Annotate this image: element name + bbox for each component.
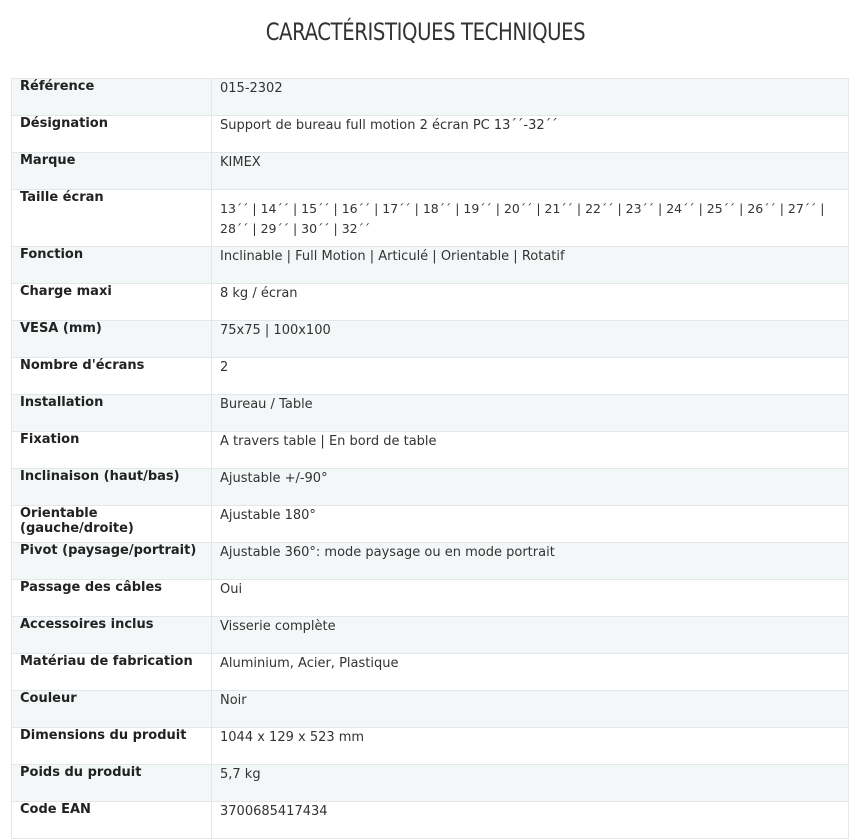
page-title: CARACTÉRISTIQUES TECHNIQUES <box>265 18 586 46</box>
row-value: 3700685417434 <box>212 802 849 839</box>
row-label: Pivot (paysage/portrait) <box>12 543 212 580</box>
table-row <box>12 247 849 284</box>
table-row <box>12 617 849 654</box>
row-value: Visserie complète <box>212 617 849 654</box>
table-row <box>12 469 849 506</box>
row-label: Poids du produit <box>12 765 212 802</box>
table-row <box>12 654 849 691</box>
row-label: Charge maxi <box>12 284 212 321</box>
table-row <box>12 358 849 395</box>
table-row <box>12 284 849 321</box>
table-row <box>12 116 849 153</box>
row-label: Matériau de fabrication <box>12 654 212 691</box>
table-row <box>12 543 849 580</box>
row-value: 015-2302 <box>212 79 849 116</box>
row-value: 75x75 | 100x100 <box>212 321 849 358</box>
row-label: Nombre d'écrans <box>12 358 212 395</box>
row-label: Dimensions du produit <box>12 728 212 765</box>
table-row <box>12 432 849 469</box>
row-value: 13´´ | 14´´ | 15´´ | 16´´ | 17´´ | 18´´ | 19´´ | 20´´ | 21´´ | 22´´ | 23´´ | 24´´ | 25´´ | 26´´ | 27´´ | 28´´ | 29´´ | 30´´ | 32´´ <box>212 190 849 247</box>
table-row <box>12 765 849 802</box>
table-row <box>12 321 849 358</box>
row-value: Aluminium, Acier, Plastique <box>212 654 849 691</box>
row-label: Couleur <box>12 691 212 728</box>
table-row <box>12 691 849 728</box>
row-label: Fonction <box>12 247 212 284</box>
row-label: Marque <box>12 153 212 190</box>
row-value: Bureau / Table <box>212 395 849 432</box>
row-value: Ajustable +/-90° <box>212 469 849 506</box>
row-value: 1044 x 129 x 523 mm <box>212 728 849 765</box>
row-label: Accessoires inclus <box>12 617 212 654</box>
table-row <box>12 395 849 432</box>
row-label: Installation <box>12 395 212 432</box>
row-value: Ajustable 180° <box>212 506 849 543</box>
row-value: Ajustable 360°: mode paysage ou en mode portrait <box>212 543 849 580</box>
table-row <box>12 153 849 190</box>
table-row <box>12 802 849 839</box>
row-value: Noir <box>212 691 849 728</box>
row-value: Support de bureau full motion 2 écran PC 13´´-32´´ <box>212 116 849 153</box>
row-label: Inclinaison (haut/bas) <box>12 469 212 506</box>
table-row <box>12 580 849 617</box>
row-label: Orientable (gauche/droite) <box>12 506 212 543</box>
row-label: Désignation <box>12 116 212 153</box>
row-label: VESA (mm) <box>12 321 212 358</box>
row-label: Code EAN <box>12 802 212 839</box>
table-row <box>12 728 849 765</box>
table-row <box>12 506 849 543</box>
row-value: Inclinable | Full Motion | Articulé | Orientable | Rotatif <box>212 247 849 284</box>
row-value: KIMEX <box>212 153 849 190</box>
table-row <box>12 79 849 116</box>
row-value: 2 <box>212 358 849 395</box>
row-label: Fixation <box>12 432 212 469</box>
row-value: 5,7 kg <box>212 765 849 802</box>
row-value: A travers table | En bord de table <box>212 432 849 469</box>
row-value: 8 kg / écran <box>212 284 849 321</box>
row-label: Passage des câbles <box>12 580 212 617</box>
row-label: Référence <box>12 79 212 116</box>
row-label: Taille écran <box>12 190 212 247</box>
row-value: Oui <box>212 580 849 617</box>
specs-table <box>11 78 849 839</box>
table-row <box>12 190 849 247</box>
